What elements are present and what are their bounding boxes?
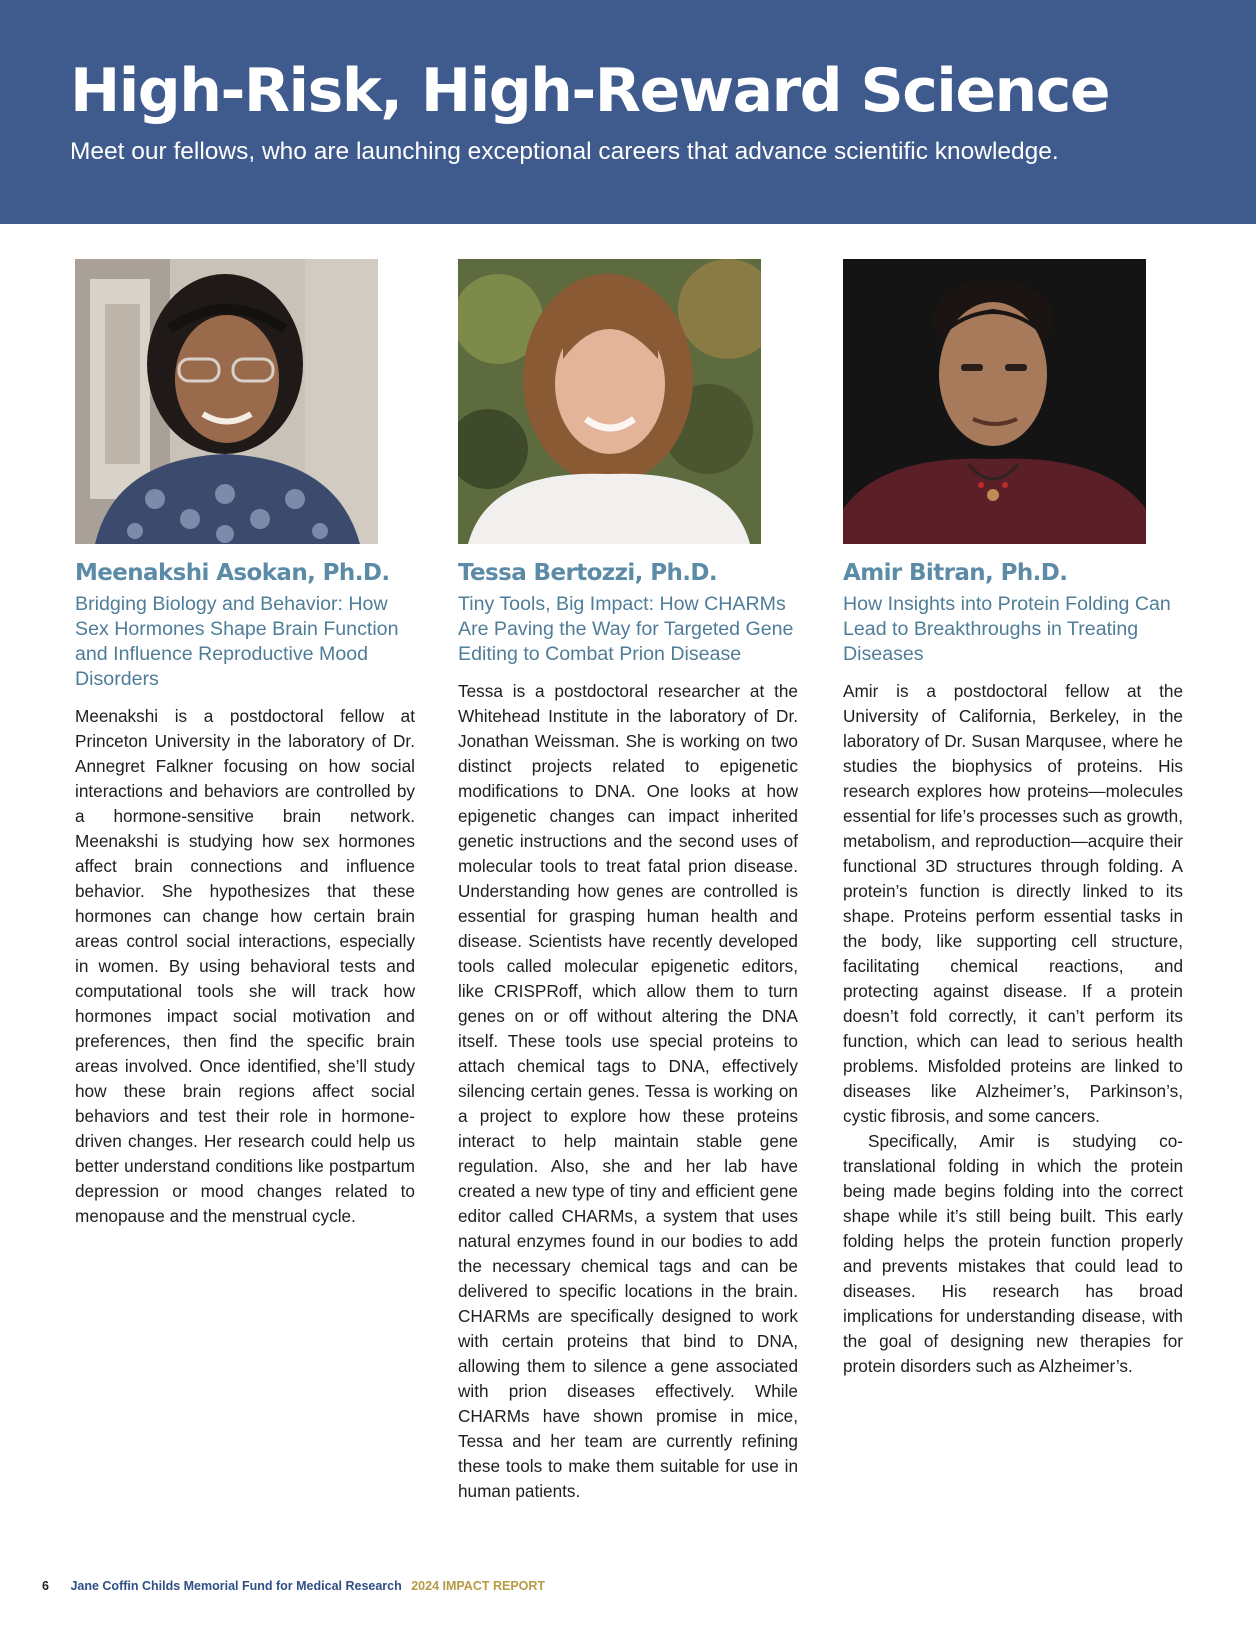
bio-paragraph: Specifically, Amir is studying co-translational folding in which the protein being made begins folding into the correct shape while it’s still being built. This early folding helps the protein function properly and prevents mistakes that could lead to diseases. His research has broad implications for understanding disease, with the goal of designing new therapies for protein disorders such as Alzheimer’s. (843, 1131, 1183, 1376)
project-title: How Insights into Protein Folding Can Lead to Breakthroughs in Treating Diseases (843, 593, 1171, 665)
page-footer (42, 1578, 545, 1594)
footer-organization: Jane Coffin Childs Memorial Fund for Medical Research (70, 1579, 402, 1593)
project-title: Tiny Tools, Big Impact: How CHARMs Are Paving the Way for Targeted Gene Editing to Combat Prion Disease (458, 593, 794, 665)
page-title: High-Risk, High-Reward Science (70, 56, 1110, 126)
fellow-bio (458, 679, 798, 1504)
fellow-name: Amir Bitran, Ph.D. (843, 560, 1068, 586)
project-title: Bridging Biology and Behavior: How Sex Hormones Shape Brain Function and Influence Reproductive Mood Disorders (75, 593, 399, 690)
fellow-name: Meenakshi Asokan, Ph.D. (75, 560, 390, 586)
fellow-photo (843, 259, 1146, 544)
page-number: 6 (42, 1579, 49, 1593)
fellow-card-bertozzi (458, 259, 798, 1504)
fellow-bio (75, 704, 415, 1229)
fellow-card-asokan (75, 259, 415, 1229)
bio-paragraph: Tessa is a postdoctoral researcher at the Whitehead Institute in the laboratory of Dr. Jonathan Weissman. She is working on two distinct projects related to epigenetic modifications to DNA. One looks at how epigenetic changes can impact inherited genetic instructions and the second uses of molecular tools to treat fatal prion disease. Understanding how genes are controlled is essential for grasping human health and disease. Scientists have recently developed tools called molecular epigenetic editors, like CRISPRoff, which allow them to turn genes on or off without altering the DNA itself. These tools use special proteins to attach chemical tags to DNA, effectively silencing certain genes. Tessa is working on a project to explore how these proteins interact to help maintain stable gene regulation. Also, she and her lab have created a new type of tiny and efficient gene editor called CHARMs, a system that uses natural enzymes found in our bodies to add the necessary chemical tags and can be delivered to specific locations in the brain. CHARMs are specifically designed to work with certain proteins that bind to DNA, allowing them to silence a gene associated with prion diseases effectively. While CHARMs have shown promise in mice, Tessa and her team are currently refining these tools to make them suitable for use in human patients. (458, 681, 798, 1501)
bio-paragraph: Meenakshi is a postdoctoral fellow at Princeton University in the laboratory of Dr. Annegret Falkner focusing on how social interactions and behaviors are controlled by a hormone-sensitive brain network. Meenakshi is studying how sex hormones affect brain connections and influence behavior. She hypothesizes that these hormones can change how certain brain areas control social interactions, especially in women. By using behavioral tests and computational tools she will track how hormones impact social motivation and preferences, then find the specific brain areas involved. Once identified, she’ll study how these brain regions affect social behaviors and test their role in hormone-driven changes. Her research could help us better understand conditions like postpartum depression or mood changes related to menopause and the menstrual cycle. (75, 706, 415, 1226)
page-subtitle: Meet our fellows, who are launching exceptional careers that advance scientific knowledge. (70, 138, 1059, 165)
header-banner (0, 0, 1256, 224)
fellow-bio (843, 679, 1183, 1379)
bio-paragraph: Amir is a postdoctoral fellow at the University of California, Berkeley, in the laboratory of Dr. Susan Marqusee, where he studies the biophysics of proteins. His research explores how proteins—molecules essential for life’s processes such as growth, metabolism, and reproduction—acquire their functional 3D structures through folding. A protein’s function is directly linked to its shape. Proteins perform essential tasks in the body, like supporting cell structure, facilitating chemical reactions, and protecting against disease. If a protein doesn’t fold correctly, it can’t perform its function, which can lead to serious health problems. Misfolded proteins are linked to diseases like Alzheimer’s, Parkinson’s, cystic fibrosis, and some cancers. (843, 681, 1183, 1126)
fellow-name: Tessa Bertozzi, Ph.D. (458, 560, 718, 586)
fellow-photo (75, 259, 378, 544)
fellow-photo (458, 259, 761, 544)
fellow-card-bitran (843, 259, 1183, 1379)
footer-report-label: 2024 IMPACT REPORT (411, 1579, 546, 1593)
